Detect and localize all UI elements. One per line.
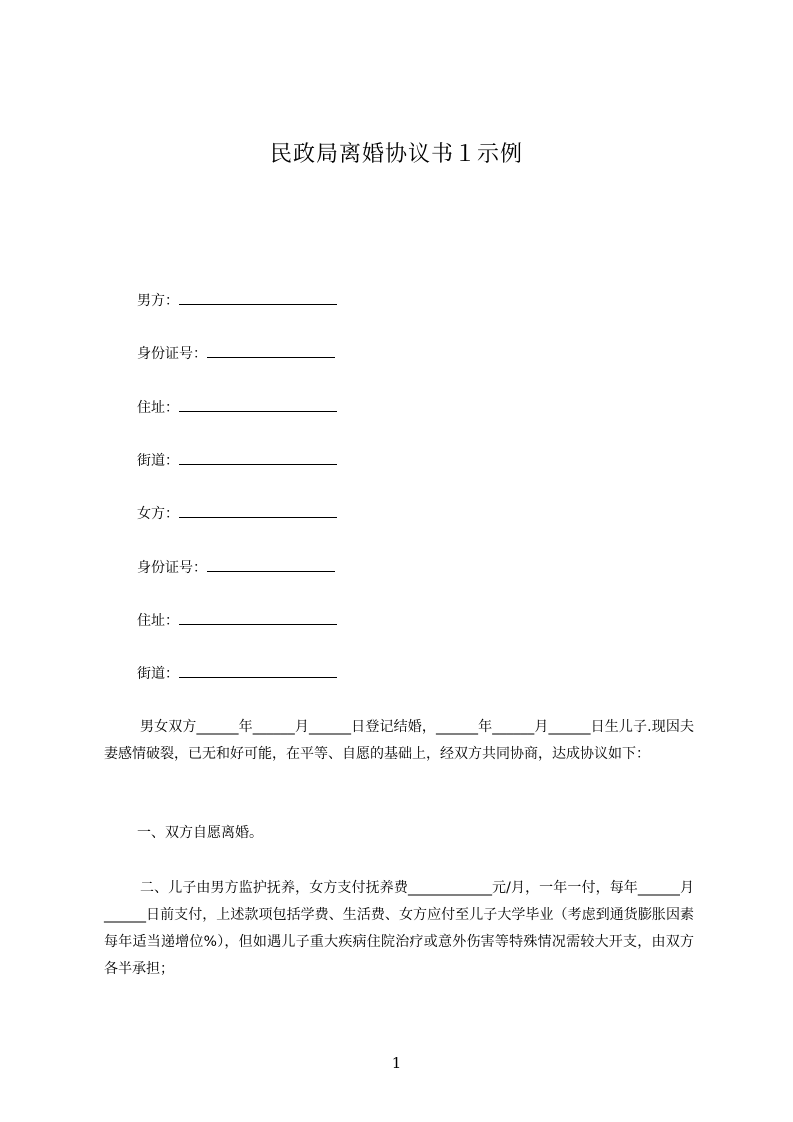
field-label: 街道： bbox=[137, 453, 179, 469]
field-man-id bbox=[137, 343, 335, 364]
field-man bbox=[137, 290, 337, 311]
blank-line[interactable] bbox=[179, 663, 337, 678]
field-man-address bbox=[137, 397, 337, 418]
field-woman-address bbox=[137, 610, 337, 631]
paragraph-clause-1: 一、双方自愿离婚。 bbox=[137, 825, 263, 841]
field-label: 街道： bbox=[137, 666, 179, 682]
field-woman-id bbox=[137, 557, 335, 578]
blank-line[interactable] bbox=[179, 397, 337, 412]
blank-line[interactable] bbox=[207, 343, 335, 358]
blank-line[interactable] bbox=[179, 610, 337, 625]
field-label: 身份证号： bbox=[137, 346, 207, 362]
field-label: 女方： bbox=[137, 506, 179, 522]
document-title: 民政局离婚协议书１示例 bbox=[269, 142, 523, 167]
field-label: 男方： bbox=[137, 293, 179, 309]
field-woman-street bbox=[137, 663, 337, 684]
field-woman bbox=[137, 503, 337, 524]
page-number: 1 bbox=[391, 1054, 402, 1072]
field-label: 住址： bbox=[137, 400, 179, 416]
field-label: 住址： bbox=[137, 613, 179, 629]
blank-line[interactable] bbox=[179, 450, 337, 465]
field-label: 身份证号： bbox=[137, 560, 207, 576]
blank-line[interactable] bbox=[207, 557, 335, 572]
paragraph-clause-2: 二、儿子由男方监护抚养，女方支付抚养费____________元/月，一年一付，每年______月______日前支付，上述款项包括学费、生活费、女方应付至儿子大学毕业（考虑到通货膨胀因素每年适当递增位%），但如遇儿子重大疾病住院治疗或意外伤害等特殊情况需较大开支，由双方各半承担； bbox=[104, 880, 694, 977]
blank-line[interactable] bbox=[179, 290, 337, 305]
blank-line[interactable] bbox=[179, 503, 337, 518]
paragraph-intro: 男女双方______年______月______日登记结婚，______年______月______日生儿子.现因夫妻感情破裂，已无和好可能，在平等、自愿的基础上，经双方共同协商，达成协议如下： bbox=[104, 719, 694, 762]
field-man-street bbox=[137, 450, 337, 471]
